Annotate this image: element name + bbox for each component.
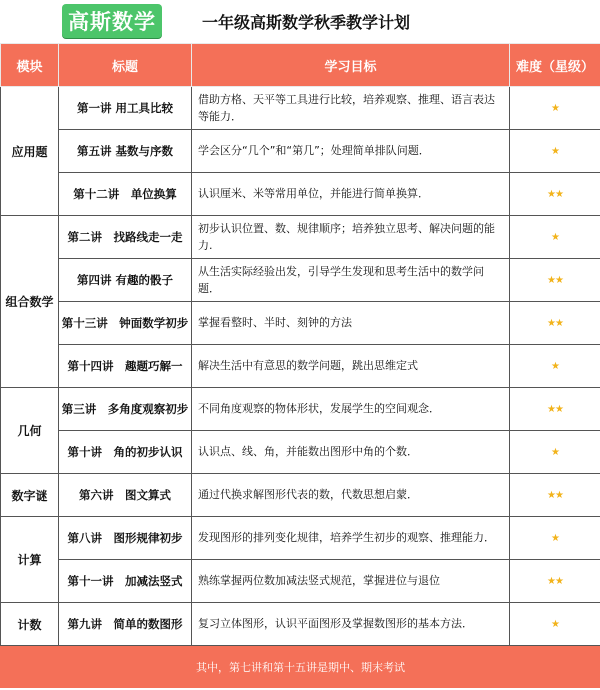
- table-row: [1, 259, 600, 302]
- lesson-title: 第十一讲 加减法竖式: [59, 560, 192, 603]
- learning-goal: 通过代换求解图形代表的数，代数思想启蒙．: [192, 474, 510, 517]
- difficulty-stars: ★: [510, 345, 600, 388]
- page-title: 一年级高斯数学秋季教学计划: [202, 13, 411, 32]
- learning-goal: 从生活实际经验出发，引导学生发现和思考生活中的数学问题．: [192, 259, 510, 302]
- lesson-title: 第一讲 用工具比较: [59, 87, 192, 130]
- column-header-difficulty: 难度（星级）: [510, 44, 600, 87]
- difficulty-stars: ★★: [510, 560, 600, 603]
- table-header-row: [1, 44, 600, 87]
- table-row: [1, 173, 600, 216]
- module-cell: 数字谜: [1, 474, 59, 517]
- learning-goal: 复习立体图形，认识平面图形及掌握数图形的基本方法．: [192, 603, 510, 646]
- table-row: [1, 431, 600, 474]
- table-row: [1, 517, 600, 560]
- lesson-title: 第十二讲 单位换算: [59, 173, 192, 216]
- lesson-title: 第十三讲 钟面数学初步: [59, 302, 192, 345]
- learning-goal: 初步认识位置、数、规律顺序；培养独立思考、解决问题的能力.: [192, 216, 510, 259]
- difficulty-stars: ★: [510, 87, 600, 130]
- module-cell: 几何: [1, 388, 59, 474]
- lesson-title: 第十讲 角的初步认识: [59, 431, 192, 474]
- learning-goal: 学会区分“几个”和“第几”；处理简单排队问题．: [192, 130, 510, 173]
- table-row: [1, 302, 600, 345]
- footer-note: 其中，第七讲和第十五讲是期中、期末考试: [1, 646, 600, 688]
- lesson-title: 第八讲 图形规律初步: [59, 517, 192, 560]
- lesson-title: 第三讲 多角度观察初步: [59, 388, 192, 431]
- header: [0, 0, 600, 43]
- difficulty-stars: ★★: [510, 474, 600, 517]
- difficulty-stars: ★: [510, 216, 600, 259]
- brand-logo: [62, 4, 162, 38]
- table-row: [1, 560, 600, 603]
- learning-goal: 掌握看整时、半时、刻钟的方法: [192, 302, 510, 345]
- table-row: [1, 130, 600, 173]
- table-row: [1, 87, 600, 130]
- lesson-title: 第十四讲 趣题巧解一: [59, 345, 192, 388]
- table-row: [1, 474, 600, 517]
- teaching-plan-table: [0, 43, 600, 688]
- module-cell: 计算: [1, 517, 59, 603]
- module-cell: 应用题: [1, 87, 59, 216]
- column-header-goal: 学习目标: [192, 44, 510, 87]
- module-cell: 组合数学: [1, 216, 59, 388]
- lesson-title: 第五讲 基数与序数: [59, 130, 192, 173]
- table-row: [1, 216, 600, 259]
- learning-goal: 认识点、线、角，并能数出图形中角的个数．: [192, 431, 510, 474]
- learning-goal: 解决生活中有意思的数学问题，跳出思维定式: [192, 345, 510, 388]
- footer-row: [1, 646, 600, 688]
- table-row: [1, 388, 600, 431]
- learning-goal: 发现图形的排列变化规律，培养学生初步的观察、推理能力．: [192, 517, 510, 560]
- difficulty-stars: ★★: [510, 302, 600, 345]
- table-row: [1, 603, 600, 646]
- difficulty-stars: ★: [510, 431, 600, 474]
- learning-goal: 熟练掌握两位数加减法竖式规范，掌握进位与退位: [192, 560, 510, 603]
- difficulty-stars: ★: [510, 517, 600, 560]
- lesson-title: 第九讲 简单的数图形: [59, 603, 192, 646]
- learning-goal: 认识厘米、米等常用单位，并能进行简单换算．: [192, 173, 510, 216]
- column-header-title: 标题: [59, 44, 192, 87]
- lesson-title: 第四讲 有趣的骰子: [59, 259, 192, 302]
- column-header-module: 模块: [1, 44, 59, 87]
- lesson-title: 第二讲 找路线走一走: [59, 216, 192, 259]
- table-row: [1, 345, 600, 388]
- difficulty-stars: ★★: [510, 388, 600, 431]
- difficulty-stars: ★: [510, 603, 600, 646]
- difficulty-stars: ★★: [510, 173, 600, 216]
- learning-goal: 借助方格、天平等工具进行比较，培养观察、推理、语言表达等能力．: [192, 87, 510, 130]
- difficulty-stars: ★★: [510, 259, 600, 302]
- lesson-title: 第六讲 图文算式: [59, 474, 192, 517]
- module-cell: 计数: [1, 603, 59, 646]
- difficulty-stars: ★: [510, 130, 600, 173]
- learning-goal: 不同角度观察的物体形状，发展学生的空间观念．: [192, 388, 510, 431]
- logo-text: 高斯数学: [68, 10, 156, 34]
